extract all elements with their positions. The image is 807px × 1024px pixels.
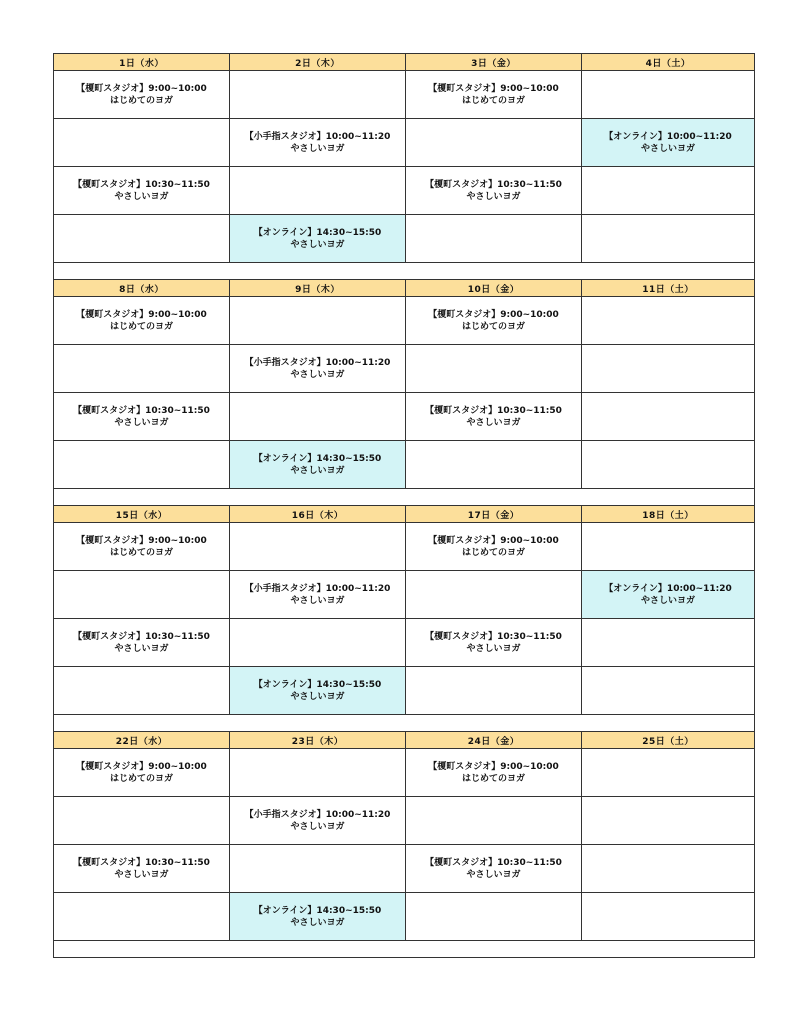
empty-cell [229, 71, 405, 118]
class-name: やさしいヨガ [466, 192, 521, 202]
class-name: はじめてのヨガ [109, 96, 173, 106]
class-name: やさしいヨガ [290, 240, 345, 250]
empty-cell [53, 893, 229, 940]
week-spacer [53, 263, 755, 279]
empty-cell [405, 441, 581, 488]
online-class-cell [229, 893, 405, 940]
class-name: やさしいヨガ [114, 870, 169, 880]
schedule-table [53, 53, 755, 958]
slot-row [53, 797, 755, 845]
slot-row [53, 523, 755, 571]
class-studio-time: 【榎町スタジオ】10:30~11:50 [73, 632, 210, 642]
class-name: やさしいヨガ [640, 596, 695, 606]
empty-cell [405, 797, 581, 844]
class-studio-time: 【オンライン】14:30~15:50 [253, 228, 382, 238]
class-name: やさしいヨガ [290, 466, 345, 476]
empty-cell [581, 619, 755, 666]
day-header: 17日（金） [405, 506, 581, 522]
class-studio-time: 【オンライン】14:30~15:50 [253, 454, 382, 464]
class-cell [53, 845, 229, 892]
class-studio-time: 【榎町スタジオ】9:00~10:00 [428, 84, 559, 94]
class-cell [405, 167, 581, 214]
empty-cell [405, 893, 581, 940]
empty-cell [581, 345, 755, 392]
empty-cell [405, 667, 581, 714]
slot-row [53, 71, 755, 119]
week-header-row [53, 279, 755, 297]
class-name: やさしいヨガ [466, 644, 521, 654]
class-studio-time: 【小手指スタジオ】10:00~11:20 [244, 358, 391, 368]
class-studio-time: 【オンライン】10:00~11:20 [604, 584, 732, 594]
class-cell [229, 571, 405, 618]
class-studio-time: 【榎町スタジオ】10:30~11:50 [425, 858, 562, 868]
class-cell [53, 297, 229, 344]
day-header: 2日（木） [229, 54, 405, 70]
class-studio-time: 【榎町スタジオ】10:30~11:50 [425, 406, 562, 416]
table-bottom-border [53, 957, 755, 958]
class-cell [53, 393, 229, 440]
slot-row [53, 345, 755, 393]
class-studio-time: 【榎町スタジオ】9:00~10:00 [428, 536, 559, 546]
day-header: 24日（金） [405, 732, 581, 748]
week-1 [53, 53, 755, 279]
class-studio-time: 【榎町スタジオ】9:00~10:00 [76, 84, 207, 94]
class-studio-time: 【榎町スタジオ】9:00~10:00 [428, 310, 559, 320]
class-name: はじめてのヨガ [461, 774, 525, 784]
class-name: はじめてのヨガ [109, 548, 173, 558]
class-cell [405, 297, 581, 344]
class-name: はじめてのヨガ [461, 548, 525, 558]
class-studio-time: 【榎町スタジオ】9:00~10:00 [76, 310, 207, 320]
slot-row [53, 667, 755, 715]
class-studio-time: 【榎町スタジオ】10:30~11:50 [73, 406, 210, 416]
class-cell [229, 797, 405, 844]
day-header: 15日（水） [53, 506, 229, 522]
empty-cell [581, 441, 755, 488]
day-header: 16日（木） [229, 506, 405, 522]
class-name: やさしいヨガ [114, 192, 169, 202]
empty-cell [229, 619, 405, 666]
empty-cell [53, 667, 229, 714]
day-header: 4日（土） [581, 54, 755, 70]
class-studio-time: 【榎町スタジオ】10:30~11:50 [425, 632, 562, 642]
class-studio-time: 【榎町スタジオ】10:30~11:50 [73, 858, 210, 868]
class-name: やさしいヨガ [290, 370, 345, 380]
class-studio-time: 【小手指スタジオ】10:00~11:20 [244, 132, 391, 142]
class-cell [405, 523, 581, 570]
class-studio-time: 【オンライン】10:00~11:20 [604, 132, 732, 142]
online-class-cell [229, 441, 405, 488]
slot-row [53, 215, 755, 263]
empty-cell [53, 797, 229, 844]
empty-cell [581, 71, 755, 118]
day-header: 25日（土） [581, 732, 755, 748]
day-header: 1日（水） [53, 54, 229, 70]
slot-row [53, 441, 755, 489]
day-header: 9日（木） [229, 280, 405, 296]
class-studio-time: 【榎町スタジオ】9:00~10:00 [76, 536, 207, 546]
class-studio-time: 【オンライン】14:30~15:50 [253, 906, 382, 916]
day-header: 23日（木） [229, 732, 405, 748]
empty-cell [581, 667, 755, 714]
class-cell [229, 345, 405, 392]
empty-cell [229, 297, 405, 344]
class-cell [405, 393, 581, 440]
week-header-row [53, 731, 755, 749]
week-spacer [53, 715, 755, 731]
week-header-row [53, 505, 755, 523]
empty-cell [53, 571, 229, 618]
empty-cell [581, 797, 755, 844]
class-name: やさしいヨガ [114, 644, 169, 654]
empty-cell [229, 523, 405, 570]
online-class-cell [581, 571, 755, 618]
empty-cell [405, 345, 581, 392]
class-name: やさしいヨガ [114, 418, 169, 428]
slot-row [53, 893, 755, 941]
empty-cell [581, 167, 755, 214]
empty-cell [581, 297, 755, 344]
class-cell [53, 619, 229, 666]
class-name: はじめてのヨガ [109, 774, 173, 784]
class-cell [53, 71, 229, 118]
empty-cell [581, 893, 755, 940]
empty-cell [53, 119, 229, 166]
week-spacer [53, 489, 755, 505]
online-class-cell [229, 215, 405, 262]
class-name: はじめてのヨガ [461, 322, 525, 332]
online-class-cell [229, 667, 405, 714]
slot-row [53, 119, 755, 167]
class-studio-time: 【小手指スタジオ】10:00~11:20 [244, 810, 391, 820]
online-class-cell [581, 119, 755, 166]
week-3 [53, 505, 755, 731]
week-4 [53, 731, 755, 958]
slot-row [53, 619, 755, 667]
day-header: 22日（水） [53, 732, 229, 748]
day-header: 11日（土） [581, 280, 755, 296]
slot-row [53, 167, 755, 215]
class-cell [53, 523, 229, 570]
class-cell [53, 749, 229, 796]
empty-cell [581, 215, 755, 262]
slot-row [53, 571, 755, 619]
slot-row [53, 297, 755, 345]
class-studio-time: 【榎町スタジオ】9:00~10:00 [76, 762, 207, 772]
class-name: やさしいヨガ [290, 822, 345, 832]
class-studio-time: 【榎町スタジオ】10:30~11:50 [425, 180, 562, 190]
slot-row [53, 845, 755, 893]
empty-cell [405, 215, 581, 262]
class-name: やさしいヨガ [640, 144, 695, 154]
empty-cell [229, 167, 405, 214]
week-spacer [53, 941, 755, 957]
day-header: 3日（金） [405, 54, 581, 70]
class-cell [229, 119, 405, 166]
class-studio-time: 【榎町スタジオ】9:00~10:00 [428, 762, 559, 772]
empty-cell [229, 749, 405, 796]
week-2 [53, 279, 755, 505]
slot-row [53, 749, 755, 797]
class-name: はじめてのヨガ [461, 96, 525, 106]
class-cell [405, 619, 581, 666]
class-name: はじめてのヨガ [109, 322, 173, 332]
day-header: 18日（土） [581, 506, 755, 522]
empty-cell [581, 749, 755, 796]
class-name: やさしいヨガ [466, 418, 521, 428]
class-studio-time: 【小手指スタジオ】10:00~11:20 [244, 584, 391, 594]
class-name: やさしいヨガ [290, 918, 345, 928]
empty-cell [229, 845, 405, 892]
empty-cell [53, 215, 229, 262]
empty-cell [581, 845, 755, 892]
class-name: やさしいヨガ [290, 144, 345, 154]
class-name: やさしいヨガ [466, 870, 521, 880]
empty-cell [53, 345, 229, 392]
empty-cell [405, 119, 581, 166]
empty-cell [581, 393, 755, 440]
class-name: やさしいヨガ [290, 596, 345, 606]
class-cell [405, 749, 581, 796]
week-header-row [53, 53, 755, 71]
class-studio-time: 【榎町スタジオ】10:30~11:50 [73, 180, 210, 190]
day-header: 8日（水） [53, 280, 229, 296]
empty-cell [581, 523, 755, 570]
empty-cell [405, 571, 581, 618]
class-cell [53, 167, 229, 214]
day-header: 10日（金） [405, 280, 581, 296]
empty-cell [229, 393, 405, 440]
slot-row [53, 393, 755, 441]
class-name: やさしいヨガ [290, 692, 345, 702]
empty-cell [53, 441, 229, 488]
class-cell [405, 71, 581, 118]
class-studio-time: 【オンライン】14:30~15:50 [253, 680, 382, 690]
class-cell [405, 845, 581, 892]
